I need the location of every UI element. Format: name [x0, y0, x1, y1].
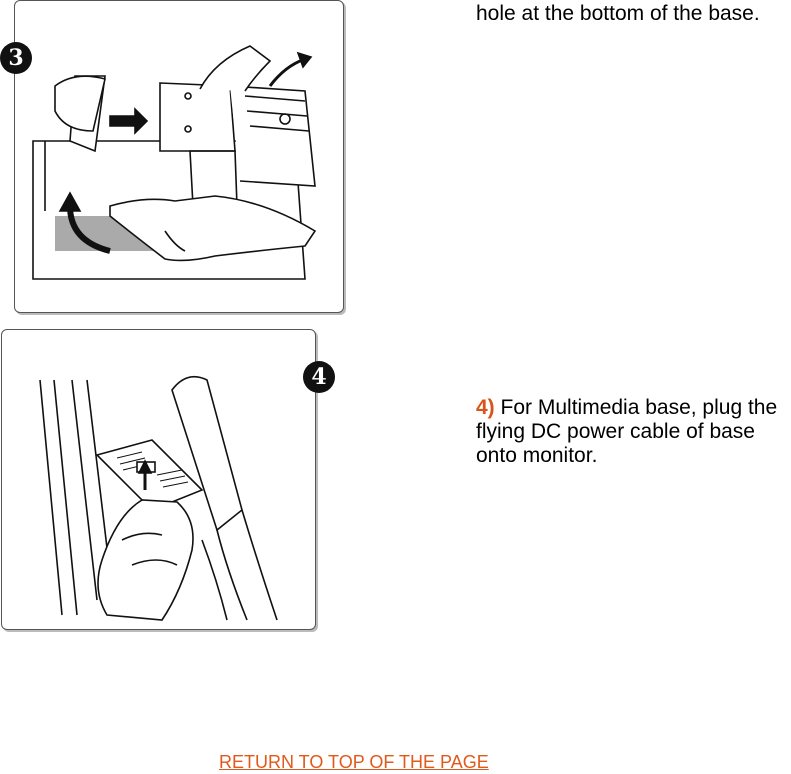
return-to-top-link[interactable]: RETURN TO TOP OF THE PAGE	[219, 752, 489, 772]
step4-instruction	[476, 396, 791, 468]
step4-illustration	[1, 329, 316, 630]
step3-badge: 3	[0, 42, 32, 74]
step4-text: For Multimedia base, plug the flying DC power cable of base onto monitor.	[476, 396, 778, 467]
step4-badge: 4	[303, 361, 335, 393]
install-base-illustration-icon	[15, 1, 343, 312]
step4-number: 4)	[476, 396, 495, 419]
step3-illustration	[14, 0, 344, 313]
continued-instruction-text: hole at the bottom of the base.	[476, 2, 760, 25]
plug-dc-cable-illustration-icon	[2, 330, 315, 629]
